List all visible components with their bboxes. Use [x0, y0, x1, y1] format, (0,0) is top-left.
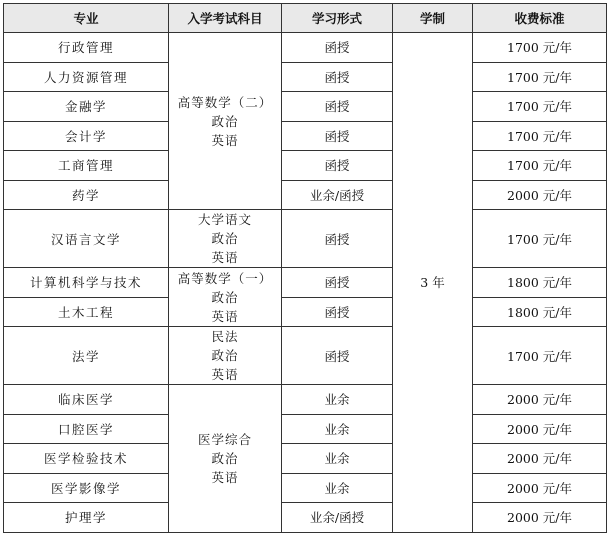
major-cell: 计算机科学与技术: [4, 268, 169, 298]
exam-subject: 英语: [211, 250, 239, 265]
study-mode-cell: 函授: [282, 327, 393, 385]
major-cell: 工商管理: [4, 151, 169, 181]
study-mode-cell: 函授: [282, 268, 393, 298]
fee-cell: 2000 元/年: [473, 503, 607, 533]
exam-subjects-cell: [169, 268, 282, 327]
study-mode-cell: 函授: [282, 33, 393, 63]
fee-cell: 2000 元/年: [473, 385, 607, 415]
header-major: 专业: [4, 4, 169, 33]
exam-subject: 民法: [211, 329, 239, 344]
study-mode-cell: 函授: [282, 297, 393, 327]
fee-cell: 1800 元/年: [473, 297, 607, 327]
fee-cell: 1700 元/年: [473, 62, 607, 92]
table-row: [4, 210, 607, 268]
study-mode-cell: 函授: [282, 210, 393, 268]
study-mode-cell: 业余: [282, 444, 393, 474]
study-mode-cell: 业余: [282, 414, 393, 444]
fee-cell: 1700 元/年: [473, 33, 607, 63]
table-row: [4, 473, 607, 503]
major-cell: 医学检验技术: [4, 444, 169, 474]
header-fee: 收费标准: [473, 4, 607, 33]
study-mode-cell: 函授: [282, 92, 393, 122]
exam-subjects-cell: [169, 327, 282, 385]
exam-subjects-cell: [169, 33, 282, 210]
study-mode-cell: 函授: [282, 121, 393, 151]
table-row: [4, 121, 607, 151]
exam-subject: 政治: [211, 348, 239, 363]
fee-cell: 1700 元/年: [473, 151, 607, 181]
exam-subject: 高等数学（二）: [177, 94, 273, 110]
table-row: [4, 444, 607, 474]
major-cell: 口腔医学: [4, 414, 169, 444]
study-mode-cell: 业余: [282, 385, 393, 415]
exam-subject: 医学综合: [197, 431, 252, 447]
exam-subject: 英语: [211, 308, 239, 324]
major-cell: 医学影像学: [4, 473, 169, 503]
table-row: [4, 268, 607, 298]
major-cell: 土木工程: [4, 297, 169, 327]
fee-cell: 1700 元/年: [473, 92, 607, 122]
major-cell: 会计学: [4, 121, 169, 151]
header-study-mode: 学习形式: [282, 4, 393, 33]
study-mode-cell: 业余/函授: [282, 503, 393, 533]
exam-subject: 大学语文: [197, 212, 252, 227]
major-cell: 药学: [4, 180, 169, 210]
fee-cell: 1700 元/年: [473, 210, 607, 268]
fee-cell: 2000 元/年: [473, 473, 607, 503]
exam-subject: 政治: [211, 113, 239, 129]
fee-cell: 2000 元/年: [473, 414, 607, 444]
exam-subject: 英语: [211, 469, 239, 485]
tuition-table: [3, 3, 607, 533]
table-row: [4, 92, 607, 122]
major-cell: 汉语言文学: [4, 210, 169, 268]
header-duration: 学制: [393, 4, 473, 33]
table-row: [4, 62, 607, 92]
major-cell: 法学: [4, 327, 169, 385]
exam-subject: 政治: [211, 289, 239, 305]
table-row: [4, 33, 607, 63]
study-mode-cell: 业余/函授: [282, 180, 393, 210]
exam-subject: 高等数学（一）: [177, 270, 273, 286]
header-row: [4, 4, 607, 33]
exam-subjects-cell: [169, 385, 282, 533]
fee-cell: 2000 元/年: [473, 180, 607, 210]
exam-subject: 英语: [211, 367, 239, 382]
table-row: [4, 180, 607, 210]
fee-cell: 1800 元/年: [473, 268, 607, 298]
study-mode-cell: 函授: [282, 151, 393, 181]
table-row: [4, 327, 607, 385]
duration-cell: 3 年: [393, 33, 473, 533]
major-cell: 金融学: [4, 92, 169, 122]
major-cell: 临床医学: [4, 385, 169, 415]
exam-subject: 政治: [211, 450, 239, 466]
table-row: [4, 297, 607, 327]
table-row: [4, 503, 607, 533]
fee-cell: 1700 元/年: [473, 327, 607, 385]
header-exam-subjects: 入学考试科目: [169, 4, 282, 33]
exam-subject: 英语: [211, 132, 239, 148]
study-mode-cell: 业余: [282, 473, 393, 503]
major-cell: 护理学: [4, 503, 169, 533]
major-cell: 人力资源管理: [4, 62, 169, 92]
major-cell: 行政管理: [4, 33, 169, 63]
exam-subjects-cell: [169, 210, 282, 268]
table-row: [4, 385, 607, 415]
fee-cell: 2000 元/年: [473, 444, 607, 474]
fee-cell: 1700 元/年: [473, 121, 607, 151]
table-row: [4, 151, 607, 181]
exam-subject: 政治: [211, 231, 239, 246]
study-mode-cell: 函授: [282, 62, 393, 92]
table-row: [4, 414, 607, 444]
